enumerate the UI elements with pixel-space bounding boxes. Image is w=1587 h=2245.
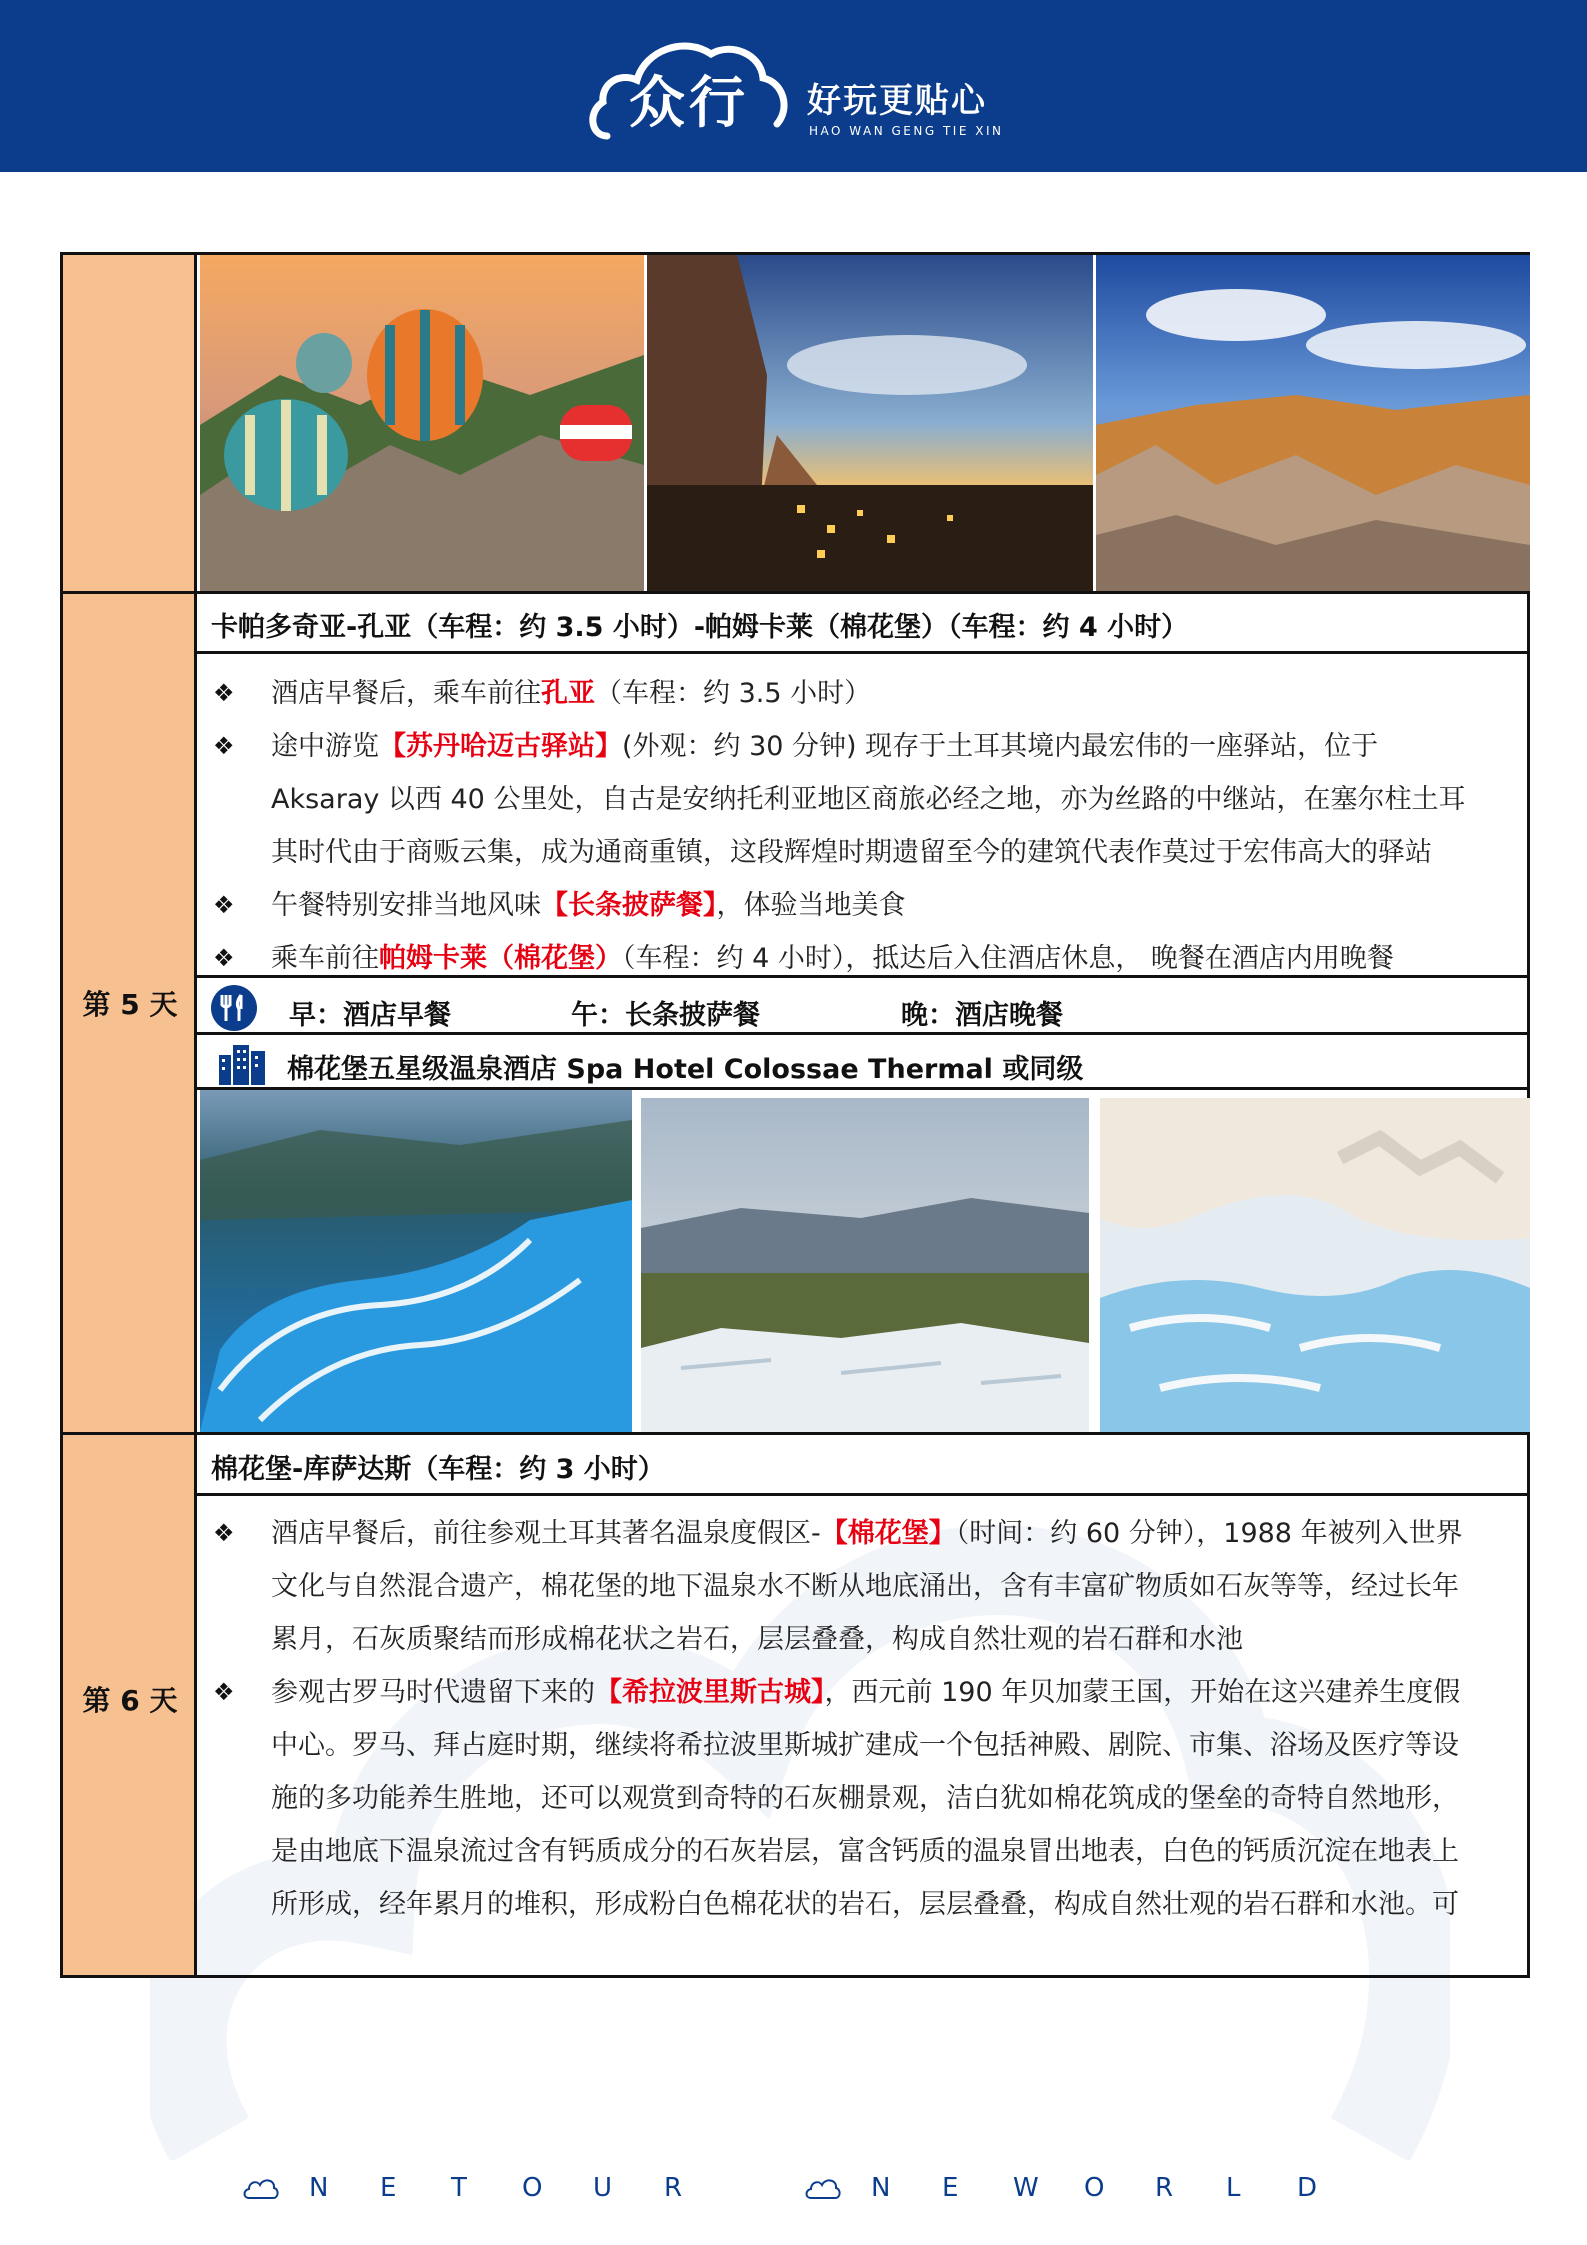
footer-letter: O [1084,2173,1105,2203]
dinner-info: 晚：酒店晚餐 [901,1000,1063,1031]
hotel-building-icon [217,1041,267,1085]
diamond-bullet-icon: ❖ [213,1678,235,1706]
highlight-place: 孔亚 [541,678,595,709]
footer-letter: L [1226,2173,1241,2203]
highlight-place: 【长条披萨餐】 [541,890,717,921]
brand-name: 众行 [629,71,749,136]
day-6-route-title: 棉花堡-库萨达斯（车程：约 3 小时） [211,1454,665,1485]
day-5-route-title: 卡帕多奇亚-孔亚（车程：约 3.5 小时）-帕姆卡莱（棉花堡）（车程：约 4 小时） [211,612,1189,643]
footer-letter: E [380,2173,397,2203]
lunch-info: 午：长条披萨餐 [571,1000,760,1031]
footer-letter: N [871,2173,891,2203]
row-divider [197,651,1527,654]
footer-letter: R [1155,2173,1174,2203]
highlight-place: 【苏丹哈迈古驿站】 [379,731,622,762]
hotel-row [211,1047,1531,1091]
footer-onetour [243,2168,735,2208]
day-5-label: 第 5 天 [82,988,178,1021]
footer-letter: W [1013,2173,1039,2203]
travertine-pools-photo [1100,1098,1530,1432]
footer-oneworld [805,2168,1368,2208]
meals-row [211,993,1531,1035]
page-header [0,0,1587,172]
diamond-bullet-icon: ❖ [213,732,235,760]
rock-town-photo [647,255,1093,591]
list-item: ❖ 途中游览【苏丹哈迈古驿站】(外观：约 30 分钟) 现存于土耳其境内最宏伟的一座驿站，位于 Aksaray 以西 40 公里处，自古是安纳托利亚地区商旅必经之地，亦为丝路的中继站，在塞尔柱土耳其时代由于商贩云集，成为通商重镇，这段辉煌时期遗留至今的建筑代表作莫过于宏伟高大的驿站 [213,720,1473,879]
highlight-place: 帕姆卡莱（棉花堡） [379,943,622,974]
list-item: ❖ 参观古罗马时代遗留下来的【希拉波里斯古城】，西元前 190 年贝加蒙王国，开始在这兴建养生度假中心。罗马、拜占庭时期，继续将希拉波里斯城扩建成一个包括神殿、剧院、市集、浴场及医疗等设施的多功能养生胜地，还可以观赏到奇特的石灰棚景观，洁白犹如棉花筑成的堡垒的奇特自然地形，是由地底下温泉流过含有钙质成分的石灰岩层，富含钙质的温泉冒出地表，白色的钙质沉淀在地表上所形成，经年累月的堆积，形成粉白色棉花状的岩石，层层叠叠，构成自然壮观的岩石群和水池。可 [213,1666,1473,1931]
diamond-bullet-icon: ❖ [213,679,235,707]
footer-letter: N [309,2173,329,2203]
diamond-bullet-icon: ❖ [213,944,235,972]
footer-letter: R [664,2173,683,2203]
day-6-itinerary-list [213,1507,1473,1931]
breakfast-info: 早：酒店早餐 [289,1000,451,1031]
footer-letter: D [1297,2173,1318,2203]
balloon-photo [200,255,644,591]
pamukkale-aerial-photo [200,1090,632,1432]
footer-letter: O [522,2173,543,2203]
cloud-icon [805,2176,841,2200]
brand-logo [585,28,1005,148]
footer-letter: T [451,2173,467,2203]
brand-slogan: 好玩更贴心 [807,81,987,121]
day-6-label: 第 6 天 [82,1684,178,1717]
highlight-place: 【希拉波里斯古城】 [595,1677,825,1708]
list-item: ❖ 酒店早餐后，乘车前往孔亚（车程：约 3.5 小时） [213,667,1473,720]
row-divider [63,591,1527,594]
row-divider [63,1432,1527,1435]
footer-letter: E [942,2173,959,2203]
page-footer [0,2168,1587,2208]
list-item: ❖ 乘车前往帕姆卡莱（棉花堡）（车程：约 4 小时），抵达后入住酒店休息， 晚餐在酒店内用晚餐 [213,932,1473,985]
cutlery-icon [211,985,257,1031]
valley-photo [1096,255,1530,591]
highlight-place: 【棉花堡】 [820,1518,956,1549]
footer-letter: U [593,2173,613,2203]
pamukkale-landscape-photo [641,1098,1089,1432]
itinerary-table [60,252,1530,1978]
cloud-icon [243,2176,279,2200]
diamond-bullet-icon: ❖ [213,1519,235,1547]
hotel-name: 棉花堡五星级温泉酒店 Spa Hotel Colossae Thermal 或同级 [287,1054,1084,1085]
list-item: ❖ 酒店早餐后，前往参观土耳其著名温泉度假区-【棉花堡】（时间：约 60 分钟），1988 年被列入世界文化与自然混合遗产，棉花堡的地下温泉水不断从地底涌出，含有丰富矿物质如石灰等等，经过长年累月，石灰质聚结而形成棉花状之岩石，层层叠叠，构成自然壮观的岩石群和水池 [213,1507,1473,1666]
day-5-itinerary-list [213,667,1473,985]
brand-slogan-pinyin: HAO WAN GENG TIE XIN [809,124,1004,138]
list-item: ❖ 午餐特别安排当地风味【长条披萨餐】，体验当地美食 [213,879,1473,932]
diamond-bullet-icon: ❖ [213,891,235,919]
row-divider [197,1493,1527,1496]
